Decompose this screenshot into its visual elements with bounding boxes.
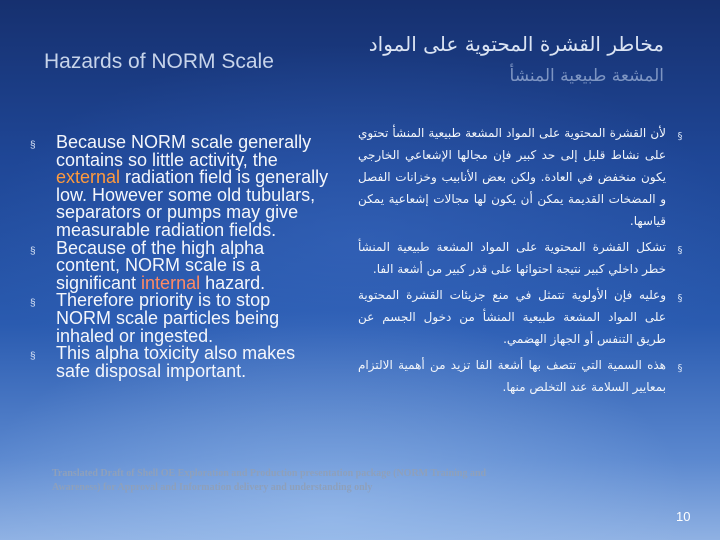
arabic-bullet-list — [358, 122, 694, 402]
english-bullet-list — [30, 134, 330, 380]
english-bullet-2 — [30, 237, 330, 293]
arabic-bullet-2 — [358, 236, 694, 280]
english-bullet-4 — [30, 345, 330, 380]
highlight-internal: internal — [141, 272, 201, 293]
arabic-bullet-2-text: تشكل القشرة المحتوية على المواد المشعة طبيعية المنشأ خطر داخلي كبير نتيجة احتوائها على قدر كبير من أشعة الفا. — [358, 240, 666, 276]
english-bullet-2-text: Because of the high alpha content, NORM scale is a significant internal hazard. — [56, 237, 266, 293]
slide-title-english: Hazards of NORM Scale — [44, 50, 274, 73]
slide-title-arabic-line1: مخاطر القشرة المحتوية على المواد — [368, 32, 664, 56]
slide-title-arabic — [364, 28, 664, 92]
arabic-bullet-4-text: هذه السمية التي تتصف بها أشعة الفا تزيد من أهمية الالتزام بمعايير السلامة عند التخلص منها. — [358, 358, 666, 394]
bullet-square-icon: § — [677, 131, 683, 142]
bullet-square-icon: § — [30, 140, 36, 151]
english-bullet-3 — [30, 292, 330, 345]
footer-disclaimer: Translated Draft of Shell OE Exploration and Production presentation package (NORM Training and Awareness) for Approval and Information delivery and understanding only — [52, 468, 487, 493]
bullet-square-icon: § — [677, 363, 683, 374]
bullet-square-icon: § — [677, 245, 683, 256]
arabic-bullet-1-text: لأن القشرة المحتوية على المواد المشعة طبيعية المنشأ تحتوي على نشاط قليل إلى حد كبير فإن مجالها الإشعاعي الخارجي يكون منخفض في العادة. ولكن بعض الأنابيب وخزانات الفصل و المضخات القديمة يمكن أن يكون لها مجالات إشعاعية يمكن قياسها. — [358, 126, 666, 228]
english-bullet-1-text: Because NORM scale generally contains so little activity, the external radiation field is generally low. However some old tubulars, separators or pumps may give measurable radiation fields. — [56, 132, 329, 240]
bullet-square-icon: § — [677, 293, 683, 304]
arabic-bullet-3-text: وعليه فإن الأولوية تتمثل في منع جزيئات القشرة المحتوية على المواد المشعة طبيعية المنشأ من دخول الجسم عن طريق التنفس أو الجهاز الهضمي. — [358, 288, 666, 346]
arabic-bullet-3 — [358, 284, 694, 350]
english-bullet-3-text: Therefore priority is to stop NORM scale particles being inhaled or ingested. — [56, 290, 280, 346]
arabic-bullet-4 — [358, 354, 694, 398]
bullet-square-icon: § — [30, 245, 36, 257]
arabic-bullet-1 — [358, 122, 694, 232]
english-bullet-1 — [30, 134, 330, 240]
english-bullet-4-text: This alpha toxicity also makes safe disposal important. — [56, 343, 296, 381]
bullet-square-icon: § — [30, 351, 36, 363]
page-number: 10 — [676, 509, 691, 524]
highlight-external: external — [56, 167, 121, 188]
bullet-square-icon: § — [30, 298, 36, 310]
slide-title-arabic-line2: المشعة طبيعية المنشأ — [509, 66, 664, 86]
